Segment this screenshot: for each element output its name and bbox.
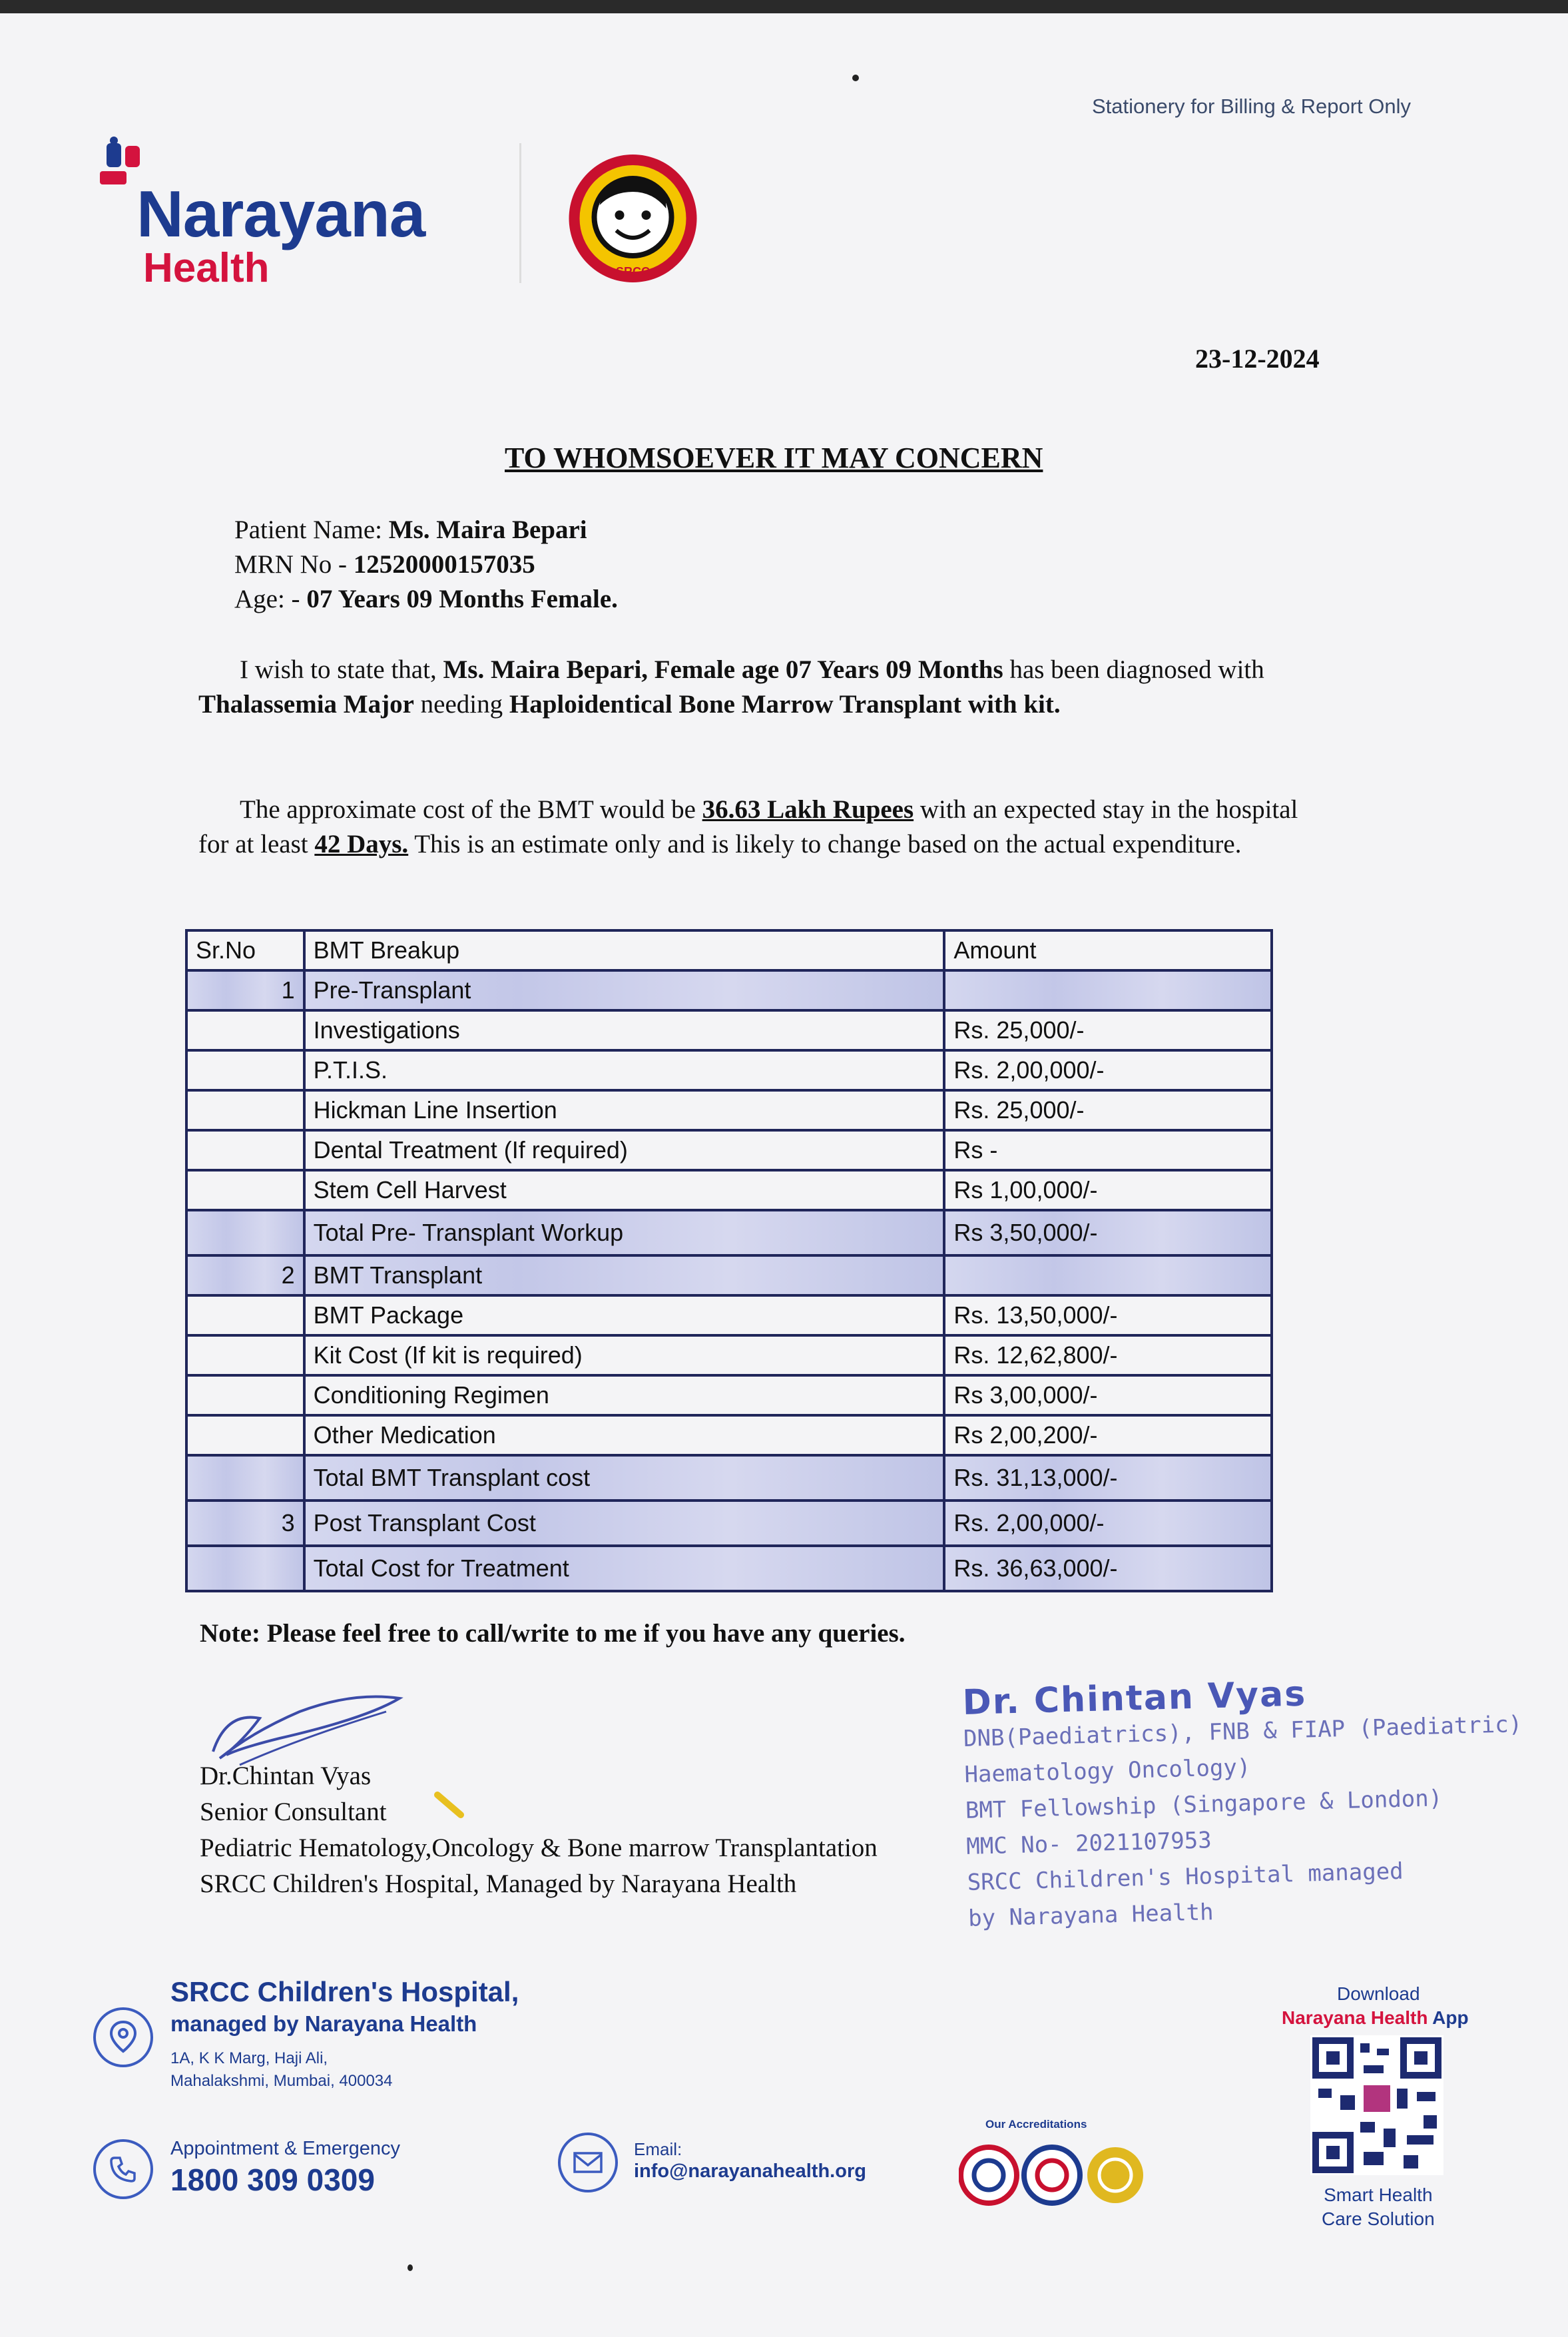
email-address[interactable]: info@narayanahealth.org bbox=[634, 2161, 866, 2182]
download-label: Download bbox=[1337, 1983, 1420, 2004]
patient-details bbox=[234, 513, 618, 617]
note-line: Note: Please feel free to call/write to me if you have any queries. bbox=[200, 1619, 906, 1648]
stamp-name: Dr. Chintan Vyas bbox=[961, 1674, 1307, 1723]
age-line: Age: - 07 Years 09 Months Female. bbox=[234, 585, 618, 613]
footer-address: 1A, K K Marg, Haji Ali, Mahalakshmi, Mumbai, 400034 bbox=[170, 2049, 393, 2090]
table-row: Kit Cost (If kit is required) Rs. 12,62,800/- bbox=[186, 1335, 1272, 1375]
table-row: Total Pre- Transplant Workup Rs 3,50,000/- bbox=[186, 1210, 1272, 1255]
patient-name: Ms. Maira Bepari bbox=[388, 515, 587, 544]
phone-icon bbox=[93, 2139, 153, 2199]
patient-age: 07 Years 09 Months Female. bbox=[306, 585, 618, 613]
table-row: 3 Post Transplant Cost Rs. 2,00,000/- bbox=[186, 1501, 1272, 1546]
scan-speck bbox=[407, 2264, 413, 2271]
patient-name-line: Patient Name: Ms. Maira Bepari bbox=[234, 515, 587, 544]
col-header-amount: Amount bbox=[944, 930, 1272, 970]
accreditations-label: Our Accreditations bbox=[985, 2118, 1087, 2131]
signer-name: Dr.Chintan Vyas bbox=[200, 1762, 372, 1790]
diagnosis-paragraph: I wish to state that, Ms. Maira Bepari, Female age 07 Years 09 Months has been diagnosed with Thalassemia Major needing Haploidentical Bone Marrow Transplant with kit. bbox=[198, 655, 1264, 719]
highlight-mark-icon bbox=[434, 1792, 467, 1818]
app-name: Narayana Health App bbox=[1282, 2007, 1469, 2028]
srcc-badge-text: SRCC bbox=[615, 265, 651, 278]
table-row: Conditioning Regimen Rs 3,00,000/- bbox=[186, 1375, 1272, 1415]
col-header-breakup: BMT Breakup bbox=[304, 930, 945, 970]
signer-block bbox=[200, 1758, 878, 1902]
location-pin-icon bbox=[93, 2007, 153, 2067]
brand-name: Narayana bbox=[136, 177, 425, 250]
appointment-label: Appointment & Emergency bbox=[170, 2138, 400, 2159]
smart-health-caption: Smart Health Care Solution bbox=[1322, 2184, 1435, 2229]
logo-divider bbox=[519, 143, 521, 283]
footer-managed: managed by Narayana Health bbox=[170, 2011, 477, 2036]
signer-dept: Pediatric Hematology,Oncology & Bone marrow Transplantation bbox=[200, 1834, 878, 1862]
handwritten-signature-icon bbox=[200, 1672, 419, 1772]
srcc-logo-icon bbox=[565, 152, 701, 285]
signer-hospital: SRCC Children's Hospital, Managed by Narayana Health bbox=[200, 1869, 797, 1898]
table-row: Dental Treatment (If required) Rs - bbox=[186, 1130, 1272, 1170]
footer-hospital: SRCC Children's Hospital, bbox=[170, 1976, 519, 2007]
table-row: 1 Pre-Transplant bbox=[186, 970, 1272, 1010]
table-row: Stem Cell Harvest Rs 1,00,000/- bbox=[186, 1170, 1272, 1210]
table-header-row bbox=[186, 930, 1272, 970]
qr-code-icon[interactable] bbox=[1310, 2035, 1443, 2175]
email-label: Email: bbox=[634, 2139, 682, 2159]
table-row: 2 BMT Transplant bbox=[186, 1255, 1272, 1295]
appointment-number[interactable]: 1800 309 0309 bbox=[170, 2163, 375, 2197]
table-row: Total BMT Transplant cost Rs. 31,13,000/- bbox=[186, 1455, 1272, 1501]
col-header-srno: Sr.No bbox=[186, 930, 304, 970]
cost-paragraph: The approximate cost of the BMT would be 36.63 Lakh Rupees with an expected stay in the hospital for at least 42 Days. This is an estimate only and is likely to change based on the actual expenditure. bbox=[198, 795, 1298, 858]
scan-speck bbox=[852, 75, 859, 81]
table-row: Hickman Line Insertion Rs. 25,000/- bbox=[186, 1090, 1272, 1130]
scan-top-edge bbox=[0, 0, 1568, 13]
stationery-note: Stationery for Billing & Report Only bbox=[1092, 95, 1411, 118]
table-row: Total Cost for Treatment Rs. 36,63,000/- bbox=[186, 1546, 1272, 1591]
letter-date: 23-12-2024 bbox=[1195, 344, 1320, 374]
signer-title: Senior Consultant bbox=[200, 1798, 387, 1826]
mrn-line: MRN No - 12520000157035 bbox=[234, 550, 535, 579]
accreditation-badges-icon bbox=[959, 2142, 1152, 2208]
table-row: Other Medication Rs 2,00,200/- bbox=[186, 1415, 1272, 1455]
table-row: BMT Package Rs. 13,50,000/- bbox=[186, 1295, 1272, 1335]
table-row: P.T.I.S. Rs. 2,00,000/- bbox=[186, 1050, 1272, 1090]
doctor-stamp: Dr. Chintan Vyas DNB(Paediatrics), FNB & FIAP (Paediatric) Haematology Oncology) BMT Fellowship (Singapore & London) MMC No- 2021107953 SRCC Children's Hospital managed by Narayana Health bbox=[962, 1670, 1527, 1937]
email-icon bbox=[558, 2133, 618, 2192]
mrn-number: 12520000157035 bbox=[353, 550, 535, 579]
letter-heading: TO WHOMSOEVER IT MAY CONCERN bbox=[505, 442, 1043, 474]
bmt-cost-table bbox=[185, 929, 1273, 1592]
brand-sub: Health bbox=[143, 245, 270, 291]
table-row: Investigations Rs. 25,000/- bbox=[186, 1010, 1272, 1050]
